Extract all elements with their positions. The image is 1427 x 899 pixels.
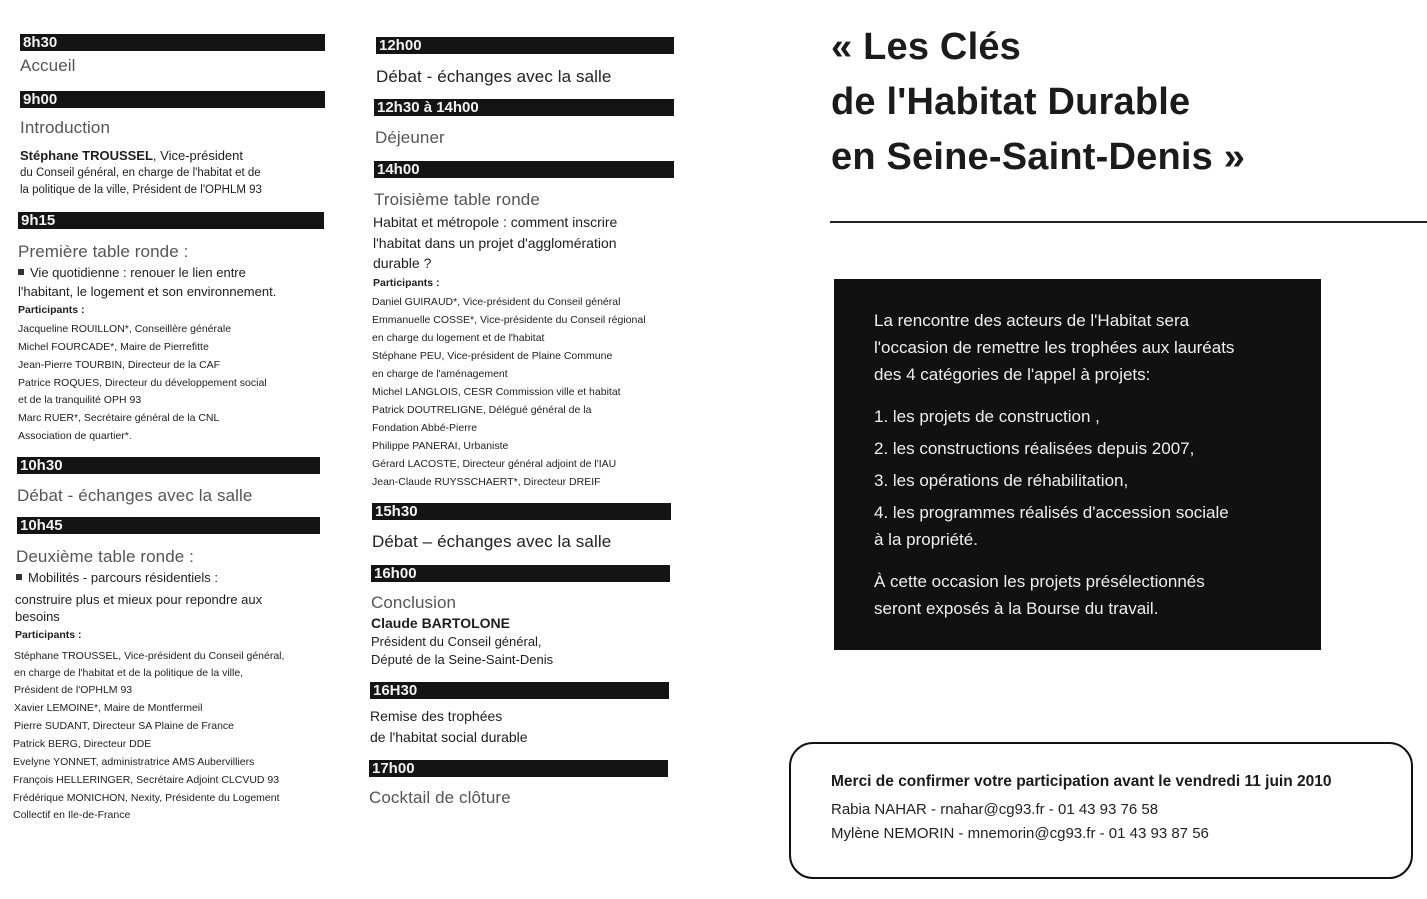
round-3-participant: Jean-Claude RUYSSCHAERT*, Directeur DREIF — [372, 476, 601, 488]
category-item-4-line-1: 4. les programmes réalisés d'accession sociale — [874, 503, 1229, 522]
round-3-topic-line-1: Habitat et métropole : comment inscrire — [373, 214, 618, 230]
round-2-participant: Frédérique MONICHON, Nexity, Présidente du Logement — [13, 792, 280, 804]
rsvp-deadline: Merci de confirmer votre participation avant le vendredi 11 juin 2010 — [831, 773, 1332, 790]
time-bar-17h00: 17h00 — [369, 760, 668, 777]
round-1-participant: Association de quartier*. — [18, 430, 132, 442]
round-2-topic-line-1 — [16, 569, 218, 587]
category-item-4-line-2: à la propriété. — [874, 530, 978, 549]
session-accueil: Accueil — [20, 56, 76, 75]
round-3-participant: en charge du logement et de l'habitat — [372, 332, 545, 344]
time-bar-12h00: 12h00 — [376, 37, 674, 54]
round-2-topic-line-2: construire plus et mieux pour repondre aux — [15, 592, 263, 607]
event-title-line-2: de l'Habitat Durable — [831, 81, 1191, 123]
round-3-participant: Stéphane PEU, Vice-président de Plaine Commune — [372, 350, 613, 362]
round-3-topic-line-2: l'habitat dans un projet d'agglomération — [373, 235, 617, 251]
round-1-participant: Patrice ROQUES, Directeur du développement social — [18, 377, 267, 389]
intro-speaker — [20, 147, 243, 165]
time-bar-14h00: 14h00 — [374, 161, 674, 178]
trophies-info-box — [834, 279, 1321, 650]
bullet-icon — [16, 574, 22, 580]
event-title-line-1: « Les Clés — [831, 26, 1021, 68]
conclusion-speaker-role-2: Député de la Seine-Saint-Denis — [371, 652, 554, 667]
info-line-1: La rencontre des acteurs de l'Habitat sera — [874, 311, 1190, 330]
round-1-participant: et de la tranquilité OPH 93 — [18, 394, 142, 406]
round-2-participant: Evelyne YONNET, administratrice AMS Aubervilliers — [13, 756, 255, 768]
round-2-topic-line-3: besoins — [15, 609, 60, 624]
session-cocktail: Cocktail de clôture — [369, 788, 511, 807]
category-item-2: 2. les constructions réalisées depuis 2007, — [874, 439, 1195, 458]
trophies-line-2: de l'habitat social durable — [370, 729, 528, 745]
round-3-participant: Daniel GUIRAUD*, Vice-président du Conseil général — [372, 296, 621, 308]
round-2-participant: Stéphane TROUSSEL, Vice-président du Conseil général, — [14, 650, 285, 662]
intro-speaker-role: , Vice-président — [152, 148, 244, 163]
info-end-line-1: À cette occasion les projets présélectionnés — [874, 572, 1205, 591]
round-3-participant: Michel LANGLOIS, CESR Commission ville et habitat — [372, 386, 621, 398]
round-3-topic-line-3: durable ? — [373, 255, 432, 271]
round-3-participant: Gérard LACOSTE, Directeur général adjoint de l'IAU — [372, 458, 617, 470]
round-2-participant: Collectif en Ile-de-France — [13, 809, 131, 821]
round-3-participant: en charge de l'aménagement — [372, 368, 508, 380]
event-title-line-3: en Seine-Saint-Denis » — [831, 136, 1246, 178]
time-bar-16h00: 16h00 — [371, 565, 670, 582]
round-3-participants-label: Participants : — [373, 277, 440, 289]
round-2-topic-text: Mobilités - parcours résidentiels : — [28, 570, 219, 585]
round-1-participants-label: Participants : — [18, 304, 85, 316]
session-dejeuner: Déjeuner — [375, 128, 445, 147]
conclusion-speaker-name: Claude BARTOLONE — [371, 615, 510, 631]
round-3-participant: Patrick DOUTRELIGNE, Délégué général de la — [372, 404, 592, 416]
round-1-participant: Jean-Pierre TOURBIN, Directeur de la CAF — [18, 359, 221, 371]
time-bar-10h30: 10h30 — [17, 457, 320, 474]
session-debat-1: Débat - échanges avec la salle — [17, 486, 253, 505]
round-2-participant: en charge de l'habitat et de la politique de la ville, — [14, 667, 244, 679]
round-2-participant: François HELLERINGER, Secrétaire Adjoint CLCVUD 93 — [13, 774, 280, 786]
time-bar-16h30: 16H30 — [370, 682, 669, 699]
info-end-line-2: seront exposés à la Bourse du travail. — [874, 599, 1159, 618]
info-line-3: des 4 catégories de l'appel à projets: — [874, 365, 1151, 384]
category-item-3: 3. les opérations de réhabilitation, — [874, 471, 1129, 490]
round-2-participant: Xavier LEMOINE*, Maire de Montfermeil — [14, 702, 203, 714]
intro-speaker-name: Stéphane TROUSSEL — [20, 148, 153, 163]
trophies-line-1: Remise des trophées — [370, 708, 503, 724]
rsvp-contact-1: Rabia NAHAR - rnahar@cg93.fr - 01 43 93 76 58 — [831, 801, 1159, 818]
round-1-topic-text: Vie quotidienne : renouer le lien entre — [30, 265, 246, 280]
session-round-3-title: Troisième table ronde — [374, 190, 540, 209]
time-bar-9h00: 9h00 — [20, 91, 325, 108]
intro-line-3: la politique de la ville, Président de l'OPHLM 93 — [20, 184, 262, 196]
time-bar-10h45: 10h45 — [17, 517, 320, 534]
round-1-participant: Jacqueline ROUILLON*, Conseillère générale — [18, 323, 232, 335]
title-divider — [830, 221, 1427, 223]
info-line-2: l'occasion de remettre les trophées aux lauréats — [874, 338, 1235, 357]
session-debat-2: Débat - échanges avec la salle — [376, 67, 612, 86]
bullet-icon — [18, 269, 24, 275]
session-introduction: Introduction — [20, 118, 111, 137]
round-2-participant: Patrick BERG, Directeur DDE — [13, 738, 152, 750]
rsvp-contact-2: Mylène NEMORIN - mnemorin@cg93.fr - 01 43 93 87 56 — [831, 825, 1209, 842]
session-conclusion: Conclusion — [371, 593, 457, 612]
category-item-1: 1. les projets de construction , — [874, 407, 1100, 426]
round-1-participant: Marc RUER*, Secrétaire général de la CNL — [18, 412, 220, 424]
event-title — [831, 20, 1245, 185]
round-1-participant: Michel FOURCADE*, Maire de Pierrefitte — [18, 341, 209, 353]
time-bar-9h15: 9h15 — [18, 212, 324, 229]
round-1-topic-line-2: l'habitant, le logement et son environnement. — [18, 284, 277, 299]
intro-line-2: du Conseil général, en charge de l'habitat et de — [20, 167, 261, 179]
round-2-participant: Président de l'OPHLM 93 — [14, 684, 133, 696]
round-2-participants-label: Participants : — [15, 629, 82, 641]
time-bar-15h30: 15h30 — [372, 503, 671, 520]
session-round-1-title: Première table ronde : — [18, 242, 189, 261]
session-round-2-title: Deuxième table ronde : — [16, 547, 194, 566]
round-3-participant: Fondation Abbé-Pierre — [372, 422, 478, 434]
round-3-participant: Emmanuelle COSSE*, Vice-présidente du Conseil régional — [372, 314, 646, 326]
time-bar-8h30: 8h30 — [20, 34, 325, 51]
round-2-participant: Pierre SUDANT, Directeur SA Plaine de France — [14, 720, 235, 732]
conclusion-speaker-role-1: Président du Conseil général, — [371, 634, 542, 649]
round-3-participant: Philippe PANERAI, Urbaniste — [372, 440, 509, 452]
time-bar-12h30: 12h30 à 14h00 — [374, 99, 674, 116]
session-debat-3: Débat – échanges avec la salle — [372, 532, 612, 551]
round-1-topic-line-1 — [18, 264, 246, 282]
rsvp-box — [789, 742, 1413, 879]
